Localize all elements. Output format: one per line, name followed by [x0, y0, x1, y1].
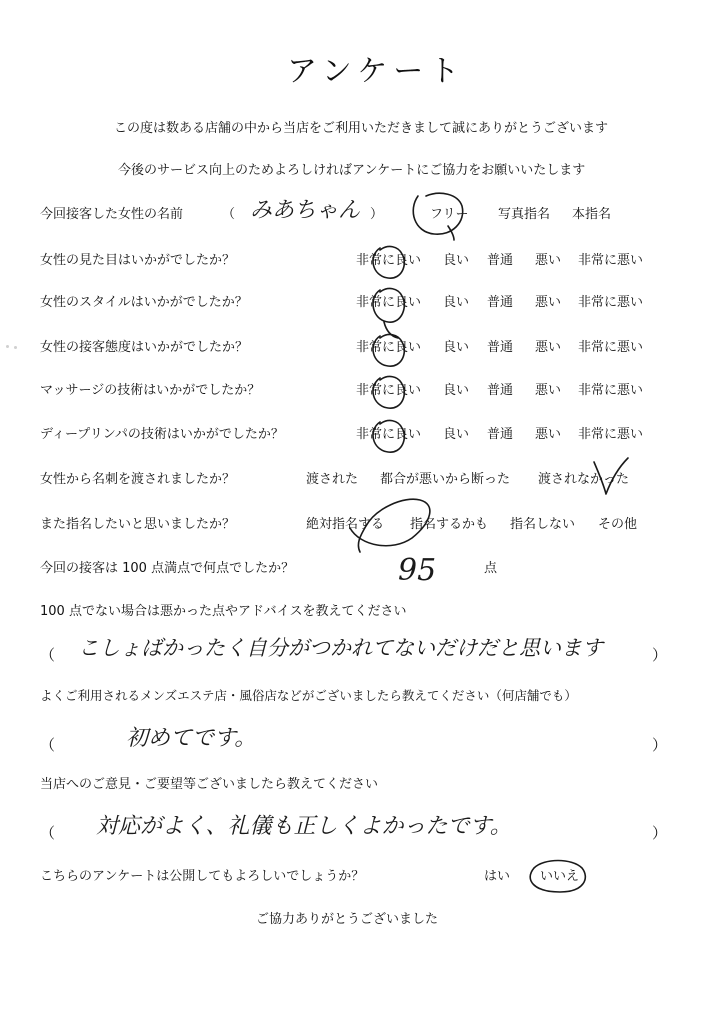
rating-row-4-very-good: 非常に良い [356, 383, 422, 398]
publish-option-yes: はい [484, 869, 511, 884]
rating-row-5-normal: 普通 [487, 427, 514, 442]
opinion-paren-close: ） [652, 824, 668, 842]
rating-row-2-good: 良い [443, 295, 470, 310]
rating-row-4-very-bad: 非常に悪い [578, 383, 644, 398]
card-option-not-received: 渡されなかった [538, 472, 630, 487]
card-option-declined: 都合が悪いから断った [380, 472, 511, 487]
rating-row-2-normal: 普通 [487, 295, 514, 310]
option-free: フリー [430, 207, 469, 222]
question-publish: こちらのアンケートは公開してもよろしいでしょうか？ [40, 869, 365, 884]
question-style: 女性のスタイルはいかがでしたか？ [40, 295, 248, 310]
scan-speck [14, 346, 17, 349]
again-option-maybe: 指名するかも [410, 517, 489, 532]
rating-row-1-very-bad: 非常に悪い [578, 253, 644, 268]
rating-row-1-good: 良い [443, 253, 470, 268]
shops-paren-close: ） [652, 736, 668, 754]
question-business-card: 女性から名刺を渡されましたか？ [40, 472, 236, 487]
question-massage: マッサージの技術はいかがでしたか？ [40, 383, 261, 398]
rating-row-2-bad: 悪い [535, 295, 562, 310]
score-unit: 点 [484, 561, 498, 576]
question-advice: 100 点でない場合は悪かった点やアドバイスを教えてください [40, 604, 407, 619]
publish-option-no: いいえ [540, 869, 580, 884]
scan-speck [6, 345, 9, 348]
question-score: 今回の接客は 100 点満点で何点でしたか？ [40, 561, 295, 576]
handwritten-score-answer: 95 [398, 553, 437, 588]
rating-row-1-bad: 悪い [535, 253, 562, 268]
shops-paren-open: （ [40, 736, 56, 754]
advice-paren-open: （ [40, 646, 56, 664]
handwritten-opinion-answer: 対応がよく、礼儀も正しくよかったです。 [96, 814, 512, 839]
rating-row-1-very-good: 非常に良い [356, 253, 422, 268]
rating-row-5-bad: 悪い [535, 427, 562, 442]
question-deep-lymph: ディープリンパの技術はいかがでしたか？ [40, 427, 284, 442]
rating-row-4-good: 良い [443, 383, 470, 398]
closing-thanks: ご協力ありがとうございました [256, 912, 439, 927]
question-nominate-again: また指名したいと思いましたか？ [40, 517, 236, 532]
rating-row-2-very-bad: 非常に悪い [578, 295, 644, 310]
card-option-received: 渡された [306, 472, 359, 487]
rating-row-5-very-bad: 非常に悪い [578, 427, 644, 442]
again-option-no: 指名しない [510, 517, 576, 532]
advice-paren-close: ） [652, 646, 668, 664]
again-option-other: その他 [598, 517, 638, 532]
option-main-nomination: 本指名 [572, 207, 612, 222]
rating-row-4-bad: 悪い [535, 383, 562, 398]
free-check-mark [448, 226, 454, 240]
rating-row-3-good: 良い [443, 340, 470, 355]
paren-open: （ [222, 207, 236, 222]
rating-row-4-normal: 普通 [487, 383, 514, 398]
paren-close: ） [370, 207, 384, 222]
question-other-shops: よくご利用されるメンズエステ店・風俗店などがございましたら教えてください（何店舗でも） [40, 688, 577, 703]
option-photo-nomination: 写真指名 [498, 207, 551, 222]
intro-line-2: 今後のサービス向上のためよろしければアンケートにご協力をお願いいたします [118, 163, 586, 178]
intro-line-1: この度は数ある店舗の中から当店をご利用いただきまして誠にありがとうございます [114, 121, 609, 136]
question-attitude: 女性の接客態度はいかがでしたか？ [40, 340, 249, 355]
rating-row-3-bad: 悪い [535, 340, 562, 355]
rating-row-5-very-good: 非常に良い [356, 427, 422, 442]
question-opinion: 当店へのご意見・ご要望等ございましたら教えてください [40, 777, 379, 792]
rating-tail-row-2 [384, 322, 398, 338]
handwritten-name-answer: みあちゃん [250, 198, 361, 223]
handwritten-advice-answer: こしょばかったく自分がつかれてないだけだと思います [78, 636, 603, 660]
rating-row-3-very-good: 非常に良い [356, 340, 422, 355]
again-option-definitely: 絶対指名する [306, 517, 385, 532]
handwritten-shops-answer: 初めてです。 [126, 726, 257, 751]
rating-row-5-good: 良い [443, 427, 470, 442]
rating-row-3-normal: 普通 [487, 340, 514, 355]
question-name: 今回接客した女性の名前 [40, 207, 184, 222]
rating-row-3-very-bad: 非常に悪い [578, 340, 644, 355]
rating-row-2-very-good: 非常に良い [356, 295, 422, 310]
opinion-paren-open: （ [40, 824, 56, 842]
form-title: アンケート [287, 54, 466, 89]
rating-row-1-normal: 普通 [487, 253, 514, 268]
question-appearance: 女性の見た目はいかがでしたか？ [40, 253, 236, 268]
